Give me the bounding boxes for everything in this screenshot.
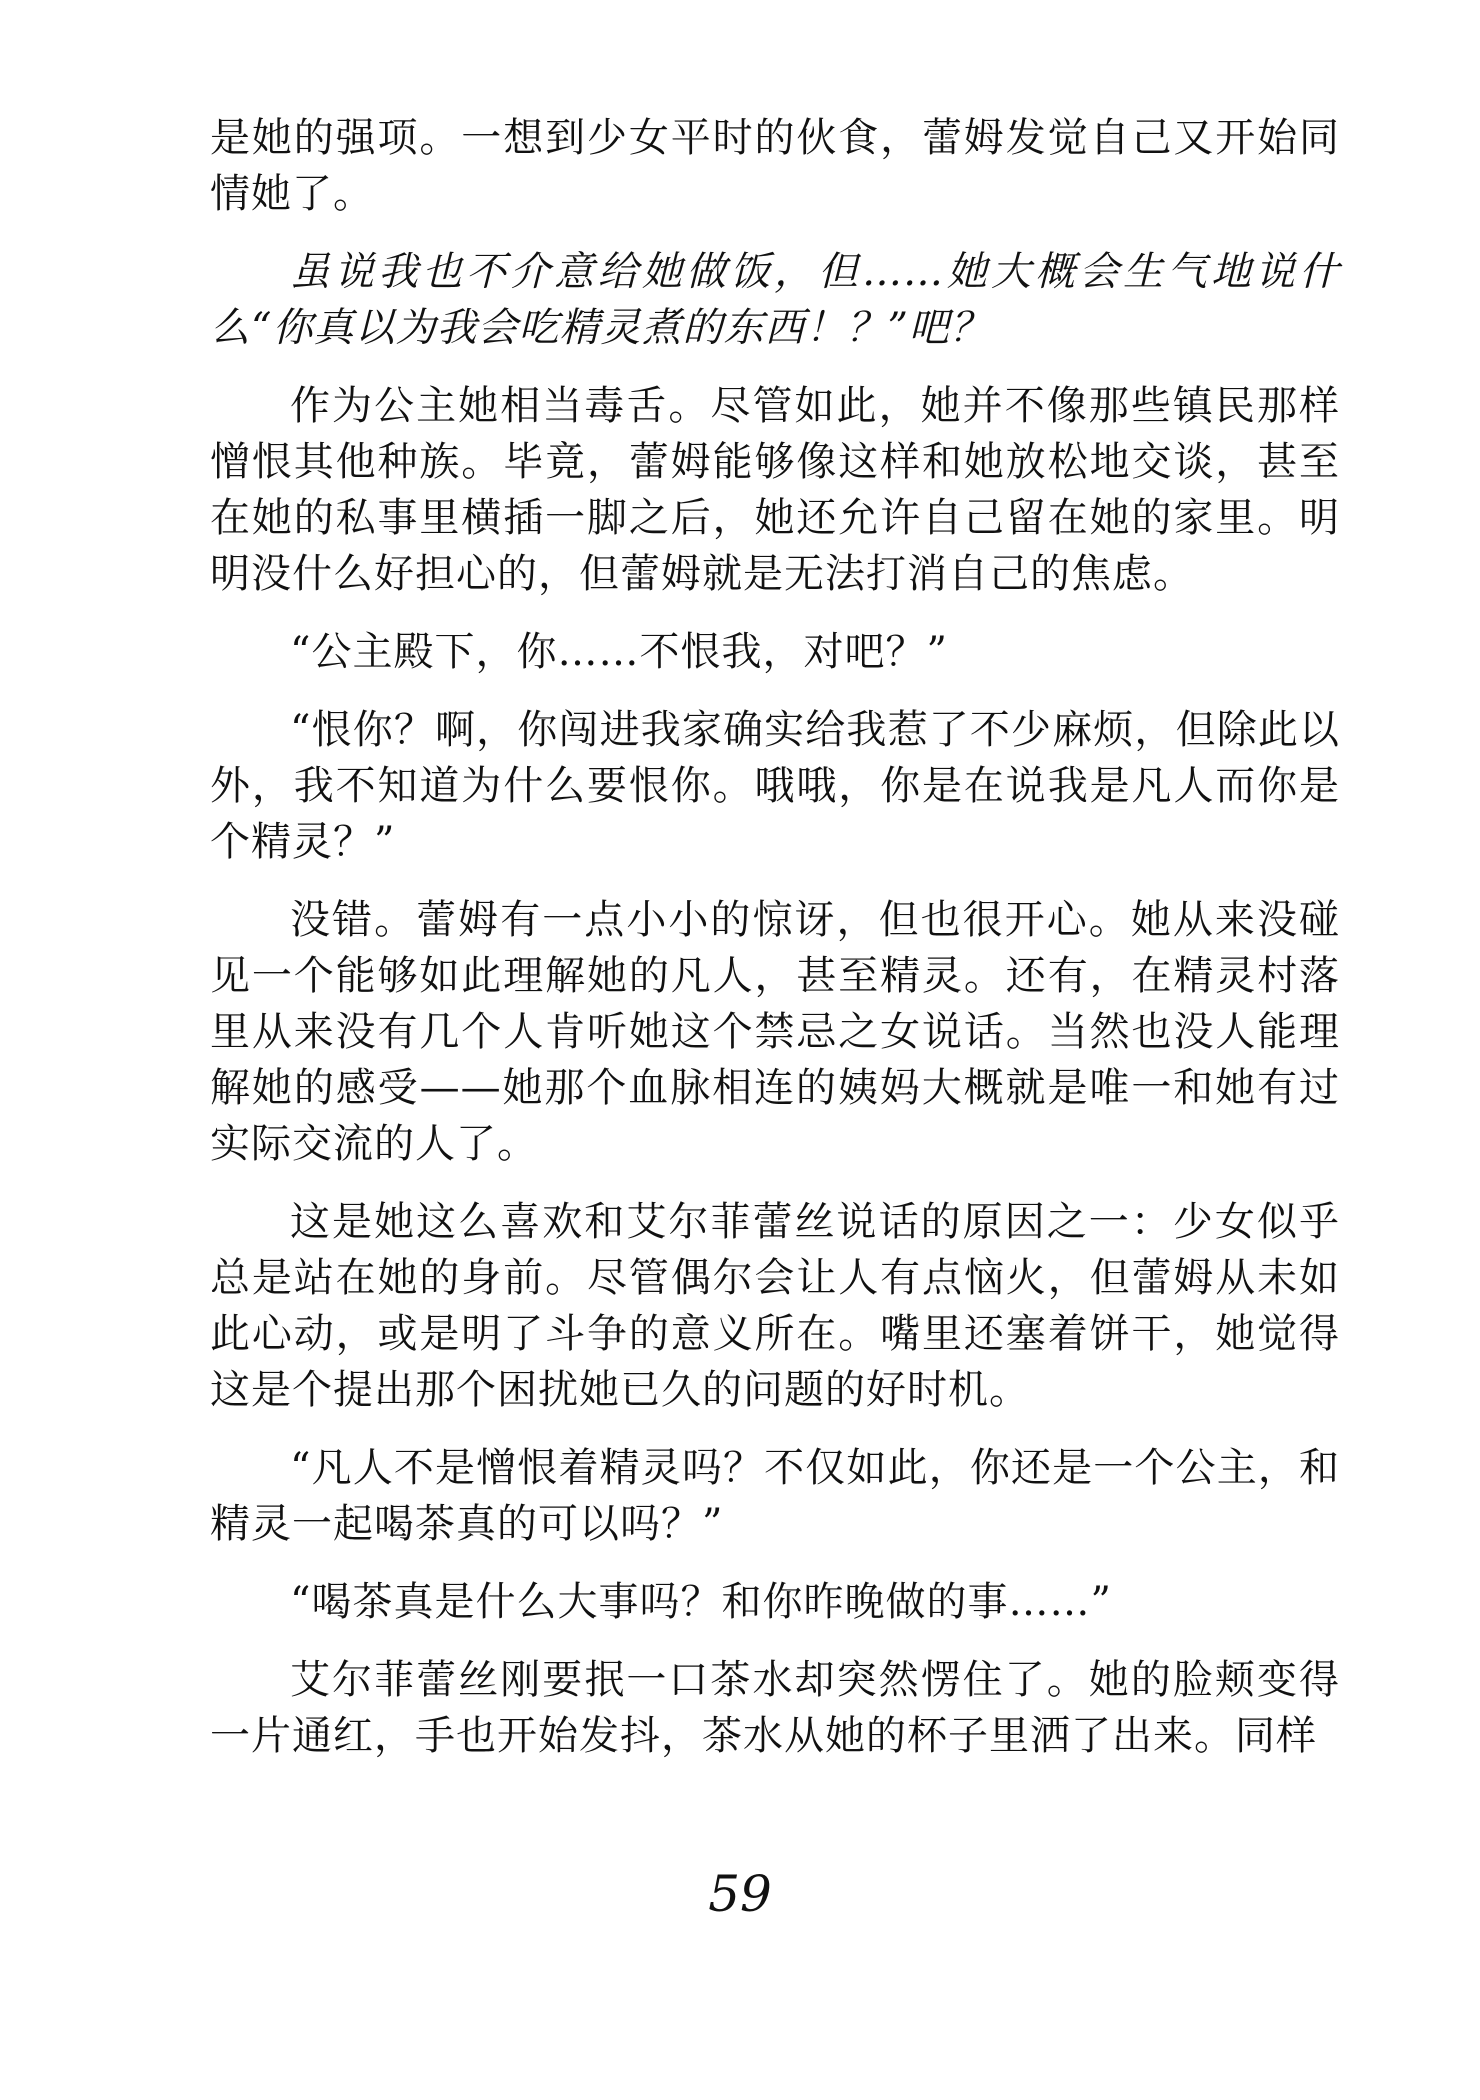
- paragraph-italic-thought: 虽说我也不介意给她做饭，但……她大概会生气地说什么“你真以为我会吃精灵煮的东西！？”吧？: [210, 249, 1340, 351]
- page-number: 59: [708, 1865, 772, 1923]
- paragraph: 艾尔菲蕾丝刚要抿一口茶水却突然愣住了。她的脸颊变得一片通红，手也开始发抖，茶水从她的杯子里洒了出来。同样: [210, 1657, 1340, 1759]
- paragraph-dialogue: “恨你？啊，你闯进我家确实给我惹了不少麻烦，但除此以外，我不知道为什么要恨你。哦哦，你是在说我是凡人而你是个精灵？”: [210, 707, 1340, 865]
- paragraph: 这是她这么喜欢和艾尔菲蕾丝说话的原因之一：少女似乎总是站在她的身前。尽管偶尔会让人有点恼火，但蕾姆从未如此心动，或是明了斗争的意义所在。嘴里还塞着饼干，她觉得这是个提出那个困扰她已久的问题的好时机。: [210, 1199, 1340, 1413]
- paragraph-dialogue: “公主殿下，你……不恨我，对吧？”: [290, 629, 948, 675]
- paragraph-dialogue: “凡人不是憎恨着精灵吗？不仅如此，你还是一个公主，和精灵一起喝茶真的可以吗？”: [210, 1445, 1340, 1547]
- paragraph: 没错。蕾姆有一点小小的惊讶，但也很开心。她从来没碰见一个能够如此理解她的凡人，甚至精灵。还有，在精灵村落里从来没有几个人肯听她这个禁忌之女说话。当然也没人能理解她的感受——她那个血脉相连的姨妈大概就是唯一和她有过实际交流的人了。: [210, 897, 1340, 1167]
- paragraph: 作为公主她相当毒舌。尽管如此，她并不像那些镇民那样憎恨其他种族。毕竟，蕾姆能够像这样和她放松地交谈，甚至在她的私事里横插一脚之后，她还允许自己留在她的家里。明明没什么好担心的，但蕾姆就是无法打消自己的焦虑。: [210, 383, 1340, 597]
- page-body: [210, 110, 1340, 1786]
- paragraph: 是她的强项。一想到少女平时的伙食，蕾姆发觉自己又开始同情她了。: [210, 115, 1340, 217]
- paragraph-dialogue: “喝茶真是什么大事吗？和你昨晚做的事……”: [290, 1579, 1112, 1625]
